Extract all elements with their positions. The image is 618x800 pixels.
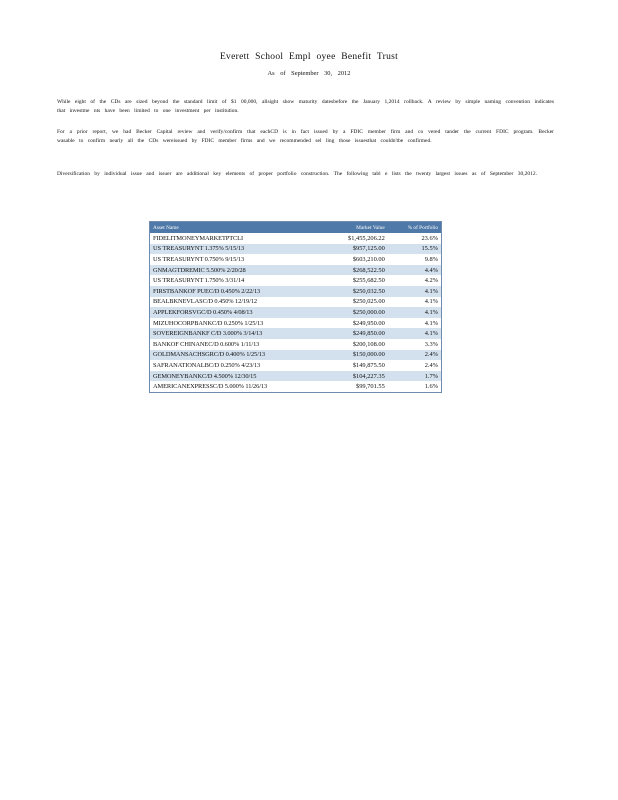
asset-name-cell: APPLEKFORSVGC/D 0.450% 4/08/13 bbox=[150, 307, 326, 318]
asset-name-cell: US TREASURYNT 0.750% 9/15/13 bbox=[150, 254, 326, 265]
table-row bbox=[150, 360, 442, 371]
market-value-cell: $150,000.00 bbox=[325, 350, 387, 361]
table-row bbox=[150, 350, 442, 361]
pct-portfolio-cell: 1.6% bbox=[388, 381, 442, 392]
pct-portfolio-cell: 9.8% bbox=[388, 254, 442, 265]
pct-portfolio-cell: 1.7% bbox=[388, 371, 442, 382]
market-value-cell: $250,032.50 bbox=[325, 286, 387, 297]
market-value-cell: $603,210.00 bbox=[325, 254, 387, 265]
table-row bbox=[150, 307, 442, 318]
table-row bbox=[150, 371, 442, 382]
table-row bbox=[150, 265, 442, 276]
market-value-cell: $250,025.00 bbox=[325, 297, 387, 308]
document-date: As of September 30, 2012 bbox=[267, 70, 351, 77]
asset-name-cell: GNMAGTDREMIC 5.500% 2/20/28 bbox=[150, 265, 326, 276]
pct-portfolio-cell: 4.4% bbox=[388, 265, 442, 276]
table-row bbox=[150, 339, 442, 350]
pct-portfolio-cell: 3.3% bbox=[388, 339, 442, 350]
market-value-cell: $249,950.00 bbox=[325, 318, 387, 329]
pct-portfolio-cell: 4.2% bbox=[388, 275, 442, 286]
pct-portfolio-cell: 15.5% bbox=[388, 244, 442, 255]
market-value-cell: $268,522.50 bbox=[325, 265, 387, 276]
pct-portfolio-cell: 4.1% bbox=[388, 297, 442, 308]
market-value-cell: $255,682.50 bbox=[325, 275, 387, 286]
asset-name-cell: SOVEREIGNBANKF C/D 3.000% 3/14/13 bbox=[150, 328, 326, 339]
table-row bbox=[150, 328, 442, 339]
asset-name-cell: US TREASURYNT 1.750% 3/31/14 bbox=[150, 275, 326, 286]
asset-name-cell: BEALBKNEVLASC/D 0.450% 12/19/12 bbox=[150, 297, 326, 308]
column-header-asset-name: Asset Name bbox=[150, 222, 326, 234]
asset-name-cell: US TREASURYNT 1.375% 5/15/13 bbox=[150, 244, 326, 255]
table-row bbox=[150, 318, 442, 329]
asset-name-cell: BANKOF CHINANEC/D 0.600% 1/11/13 bbox=[150, 339, 326, 350]
market-value-cell: $104,227.35 bbox=[325, 371, 387, 382]
pct-portfolio-cell: 4.1% bbox=[388, 307, 442, 318]
table-row bbox=[150, 286, 442, 297]
asset-name-cell: GEMONEYBANKC/D 4.500% 12/30/15 bbox=[150, 371, 326, 382]
column-header-market-value: Market Value bbox=[325, 222, 387, 234]
table-row bbox=[150, 233, 442, 244]
asset-name-cell: FIRSTBANKOF PUEC/D 0.450% 2/22/13 bbox=[150, 286, 326, 297]
document-title: Everett School Empl oyee Benefit Trust bbox=[219, 52, 399, 62]
table-row bbox=[150, 254, 442, 265]
asset-name-cell: AMERICANEXPRESSC/D 5.000% 11/26/13 bbox=[150, 381, 326, 392]
paragraph-cd-maturity: While eight of the CDs are sized beyond the standard limit of $1 00,000, allsight show maturity datesbefore the January 1,2014 rollback. A review by simple naming convention indicates that investme nts have been limited to one investment per institution. bbox=[57, 99, 554, 114]
paragraph-diversification: Diversification by individual issue and issuer are additional key elements of proper portfolio construction. The following tabl e lists the twenty largest issues as of September 30,2012. bbox=[57, 171, 537, 177]
pct-portfolio-cell: 4.1% bbox=[388, 328, 442, 339]
largest-issues-table bbox=[149, 221, 442, 393]
pct-portfolio-cell: 4.1% bbox=[388, 286, 442, 297]
market-value-cell: $149,875.50 bbox=[325, 360, 387, 371]
pct-portfolio-cell: 2.4% bbox=[388, 350, 442, 361]
market-value-cell: $200,108.00 bbox=[325, 339, 387, 350]
pct-portfolio-cell: 23.6% bbox=[388, 233, 442, 244]
market-value-cell: $250,000.00 bbox=[325, 307, 387, 318]
asset-name-cell: SAFRANATIONALBC/D 0.250% 4/23/13 bbox=[150, 360, 326, 371]
table-row bbox=[150, 381, 442, 392]
market-value-cell: $1,455,206.22 bbox=[325, 233, 387, 244]
paragraph-fdic-review: For a prior report, we had Becker Capital review and verify/confirm that eachCD is in fact issued by a FDIC member firm and co vered tander the current FDIC program. Becker wasable to confirm nearly all the CDs wereissued by FDIC member firms and we recommended sel ling those issuesthat couldn'tbe confirmed. bbox=[57, 129, 554, 144]
table-header-row bbox=[150, 222, 442, 234]
pct-portfolio-cell: 4.1% bbox=[388, 318, 442, 329]
table-row bbox=[150, 297, 442, 308]
table-row bbox=[150, 244, 442, 255]
market-value-cell: $249,850.00 bbox=[325, 328, 387, 339]
asset-name-cell: MIZUHOCORPBANKC/D 0.250% 1/25/13 bbox=[150, 318, 326, 329]
asset-name-cell: FIDELITMONEYMARKETPTCLI bbox=[150, 233, 326, 244]
pct-portfolio-cell: 2.4% bbox=[388, 360, 442, 371]
table-row bbox=[150, 275, 442, 286]
market-value-cell: $99,701.55 bbox=[325, 381, 387, 392]
column-header-pct-portfolio: % of Portfolio bbox=[388, 222, 442, 234]
market-value-cell: $957,125.00 bbox=[325, 244, 387, 255]
asset-name-cell: GOLDMANSACHSGRC/D 0.400% 1/25/13 bbox=[150, 350, 326, 361]
